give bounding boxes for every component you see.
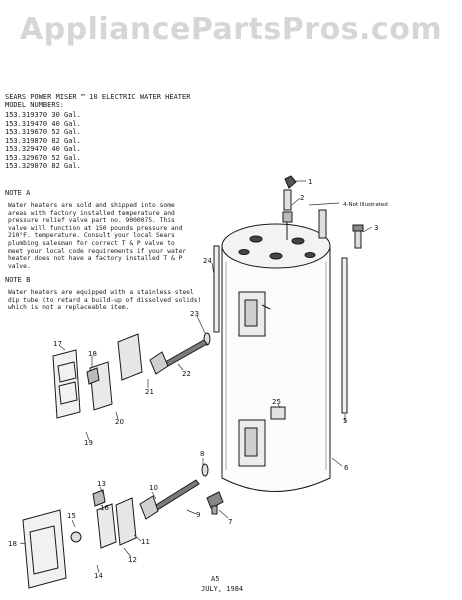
- note-b-line: Water heaters are equipped with a stainless steel: [8, 289, 194, 296]
- note-b-line: dip tube (to retard a build-up of dissolved solids): [8, 296, 202, 304]
- callout-8: 8: [200, 450, 205, 458]
- callout-24: 24: [203, 257, 212, 265]
- callout-9: 9: [196, 511, 201, 519]
- note-a-line: pressure relief valve part no. 9000075. This: [8, 217, 175, 225]
- watermark: AppliancePartsPros.com: [19, 12, 443, 47]
- upper-heating-element: [150, 340, 207, 374]
- lower-access-cover: [23, 510, 66, 588]
- callout-16: 16: [100, 504, 109, 512]
- callout-11: 11: [141, 538, 150, 546]
- callout-22: 22: [182, 370, 191, 378]
- note-a-line: meet your local code requirements if your water: [8, 247, 187, 255]
- callout-13: 13: [97, 480, 106, 488]
- callout-23: 23: [190, 310, 199, 318]
- insulation-plug: [71, 532, 81, 542]
- model-number: 153.329470 40 Gal.: [5, 145, 81, 153]
- callout-3: 3: [374, 224, 379, 232]
- callout-7: 7: [228, 518, 233, 526]
- note-a-line: 210°F. temperature. Consult your local Sears: [8, 232, 175, 240]
- note-b-line: which is not a replaceable item.: [8, 304, 130, 312]
- pipe-nipple: [353, 225, 363, 248]
- callout-14: 14: [94, 572, 103, 580]
- callout-17: 17: [53, 340, 62, 348]
- heading-model-label: MODEL NUMBERS:: [5, 101, 65, 110]
- note-a-line: heater does not have a factory installed T & P: [8, 255, 183, 263]
- upper-access-cover: [53, 350, 80, 418]
- note-b-title: NOTE B: [5, 276, 31, 284]
- model-number: 153.319470 40 Gal.: [5, 119, 81, 128]
- note-a-line: valve.: [8, 262, 31, 270]
- callout-18-upper: 18: [88, 350, 97, 358]
- note-a-line: valve will function at 150 pounds pressure and: [8, 224, 183, 232]
- note-a-line: Water heaters are sold and shipped into some: [8, 202, 175, 209]
- diagram-date: JULY, 1984: [201, 585, 244, 593]
- callout-25: 25: [272, 398, 281, 406]
- callout-20: 20: [115, 418, 124, 426]
- model-number: 153.319870 82 Gal.: [5, 136, 81, 145]
- model-number: 153.329870 82 Gal.: [5, 162, 81, 170]
- water-heater-tank: [222, 224, 330, 492]
- callout-19: 19: [84, 439, 93, 447]
- callout-18-lower: 18: [8, 540, 17, 548]
- model-number: 153.319370 30 Gal.: [5, 111, 81, 119]
- note-a-title: NOTE A: [5, 189, 31, 197]
- callout-6: 6: [344, 464, 349, 472]
- model-number: 153.329670 52 Gal.: [5, 153, 81, 162]
- note-a-line: areas with factory installed temperature and: [8, 209, 175, 217]
- anode-rod-fitting: [319, 210, 326, 238]
- callout-5: 5: [343, 417, 348, 425]
- callout-21: 21: [145, 388, 154, 396]
- heading-title: SEARS POWER MISER ™ 10 ELECTRIC WATER HEATER: [5, 93, 191, 101]
- diagram-code: A5: [211, 575, 220, 583]
- callout-1: 1: [308, 178, 313, 186]
- note-a-line: plumbing salesman for correct T & P valve to: [8, 239, 175, 247]
- not-illustrated-note: 4-Not Illustrated: [343, 202, 388, 208]
- callout-12: 12: [128, 556, 137, 564]
- callout-2: 2: [300, 194, 305, 202]
- anode-rod: [342, 258, 347, 413]
- dip-tube: [214, 246, 219, 332]
- callout-10: 10: [149, 484, 158, 492]
- upper-thermostat: [118, 334, 142, 380]
- callout-15: 15: [67, 512, 76, 520]
- drain-valve: [207, 492, 223, 514]
- lower-thermostat-bracket: [116, 498, 136, 545]
- model-number: 153.319670 52 Gal.: [5, 128, 81, 136]
